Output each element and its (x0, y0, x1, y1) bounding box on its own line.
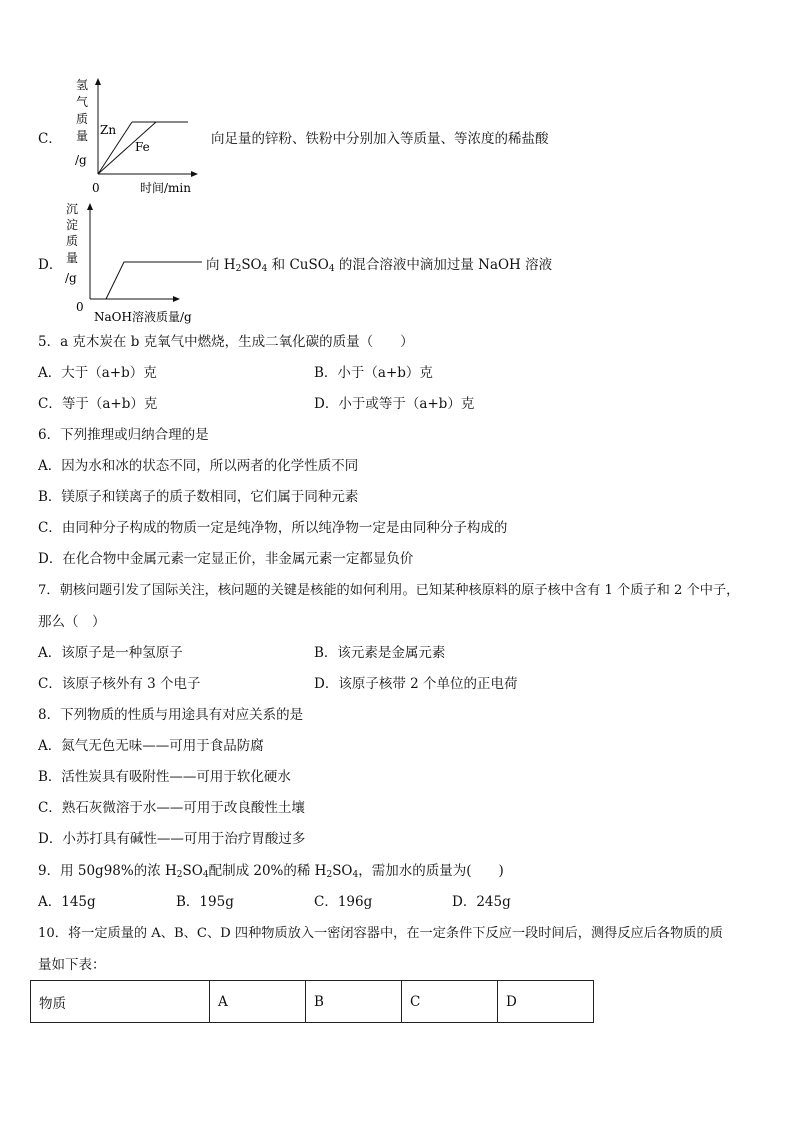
graph-d-ylabel-2: 淀 (66, 218, 79, 232)
graph-c-fe-label: Fe (135, 140, 150, 154)
graph-d-ylabel-5: /g (65, 271, 77, 285)
graph-c-zn-label: Zn (100, 123, 117, 137)
q7-stem-line1: 7．朝核问题引发了国际关注，核问题的关键是核能的如何利用。已知某种核原料的原子核中含有 1 个质子和 2 个中子， (38, 583, 740, 598)
graph-d-ylabel-4: 量 (66, 251, 79, 265)
q9-option-d: D．245g (452, 894, 511, 910)
q7-stem-line2: 那么（ ） (38, 614, 106, 630)
table-header-d: D (498, 981, 594, 1023)
q7-option-a: A．该原子是一种氢原子 (38, 645, 183, 661)
table-header-b: B (306, 981, 402, 1023)
table-header-a: A (210, 981, 306, 1023)
option-d-label: D． (38, 257, 63, 273)
table-header-substance: 物质 (31, 981, 210, 1023)
q8-option-d: D．小苏打具有碱性——可用于治疗胃酸过多 (38, 831, 306, 847)
graph-d-ylabel-3: 质 (66, 234, 79, 248)
graph-c-ylabel-4: 量 (76, 129, 89, 143)
option-c-description: 向足量的锌粉、铁粉中分别加入等质量、等浓度的稀盐酸 (211, 131, 549, 147)
q9-stem: 9．用 50g98%的浓 $H_2SO_4$配制成 20%的稀 $H_2SO_4$，需加水的质量为( ) (38, 863, 504, 880)
graph-c-xlabel: 时间/min (140, 181, 191, 195)
q10-stem-line2: 量如下表： (38, 957, 106, 973)
q8-stem: 8．下列物质的性质与用途具有对应关系的是 (38, 707, 304, 723)
q9-option-b: B．195g (176, 894, 234, 910)
q9-option-c: C．196g (314, 894, 373, 910)
graph-c-ylabel-5: /g (75, 153, 87, 167)
option-c-label: C． (38, 131, 62, 147)
q6-option-c: C．由同种分子构成的物质一定是纯净物，所以纯净物一定是由同种分子构成的 (38, 520, 508, 536)
graph-d-ylabel-1: 沉 (66, 202, 79, 216)
q7-option-d: D．该原子核带 2 个单位的正电荷 (314, 676, 518, 692)
q5-option-a: A．大于（a+b）克 (38, 365, 157, 381)
graph-c-origin: 0 (92, 181, 100, 195)
q9-option-a: A．145g (38, 894, 96, 910)
option-d-description: 向 $H_2SO_4$ 和 CuSO$_4$ 的混合溶液中滴加过量 NaOH 溶液 (206, 257, 553, 274)
q6-stem: 6．下列推理或归纳合理的是 (38, 427, 209, 443)
table-row (31, 981, 594, 1023)
q10-stem-line1: 10．将一定质量的 A、B、C、D 四种物质放入一密闭容器中，在一定条件下反应一段时间后，测得反应后各物质的质 (38, 926, 723, 941)
q5-stem: 5．a 克木炭在 b 克氧气中燃烧，生成二氧化碳的质量（ ） (38, 334, 414, 350)
graph-d (62, 198, 212, 328)
q10-table (30, 980, 594, 1023)
table-header-c: C (402, 981, 498, 1023)
q6-option-a: A．因为水和冰的状态不同，所以两者的化学性质不同 (38, 458, 359, 474)
graph-c-ylabel-1: 氢 (76, 78, 89, 92)
q6-option-d: D．在化合物中金属元素一定显正价，非金属元素一定都显负价 (38, 551, 414, 567)
graph-c-ylabel-2: 气 (76, 95, 89, 109)
q8-option-c: C．熟石灰微溶于水——可用于改良酸性土壤 (38, 800, 305, 816)
q6-option-b: B．镁原子和镁离子的质子数相同，它们属于同种元素 (38, 489, 359, 505)
graph-d-xlabel: NaOH溶液质量/g (94, 310, 192, 324)
graph-c (70, 74, 210, 202)
graph-d-y-arrow (87, 203, 93, 210)
graph-c-y-arrow (95, 78, 101, 85)
graph-d-curve (106, 262, 202, 299)
q7-option-b: B．该元素是金属元素 (314, 645, 446, 661)
q5-option-c: C．等于（a+b）克 (38, 396, 158, 412)
graph-c-x-arrow (191, 171, 198, 177)
q8-option-a: A．氮气无色无味——可用于食品防腐 (38, 738, 264, 754)
graph-c-ylabel-3: 质 (76, 112, 89, 126)
q5-option-d: D．小于或等于（a+b）克 (314, 396, 475, 412)
q7-option-c: C．该原子核外有 3 个电子 (38, 676, 201, 692)
graph-d-x-arrow (173, 296, 180, 302)
q5-option-b: B．小于（a+b）克 (314, 365, 433, 381)
q8-option-b: B．活性炭具有吸附性——可用于软化硬水 (38, 769, 291, 785)
graph-d-origin: 0 (76, 300, 84, 314)
